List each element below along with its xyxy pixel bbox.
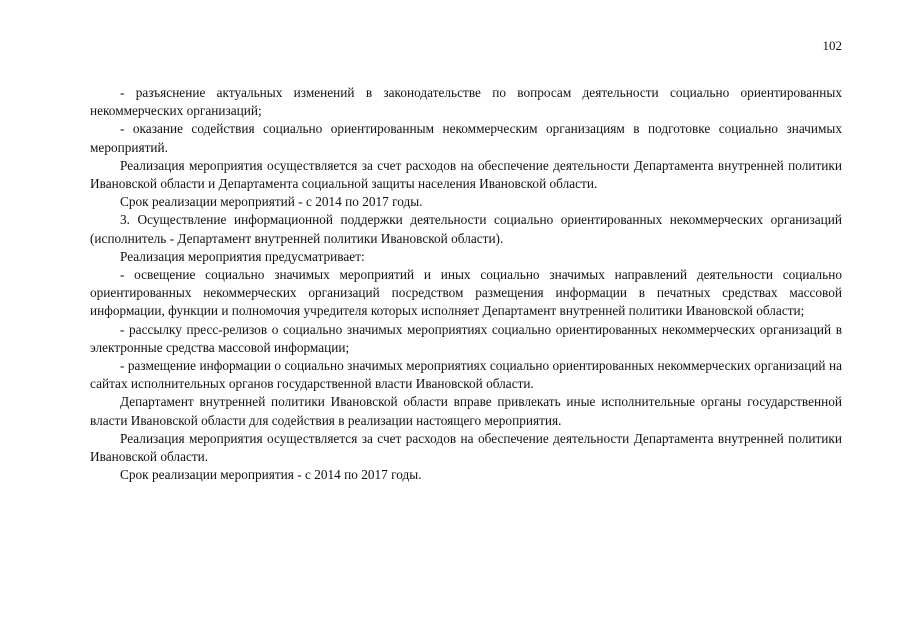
paragraph-7: - освещение социально значимых мероприятий и иных социально значимых направлений деятельности социально ориентированных некоммерческих организаций посредством размещения информации в печатных средствах массовой информации, функции и полномочия учредителя которых исполняет Департамент внутренней политики Ивановской области; (90, 267, 842, 319)
paragraph-8: - рассылку пресс-релизов о социально значимых мероприятиях социально ориентированных некоммерческих организаций в электронные средства массовой информации; (90, 321, 842, 355)
document-body (90, 84, 842, 484)
paragraph-4: Срок реализации мероприятий - с 2014 по 2017 годы. (120, 194, 423, 210)
paragraph-1: - разъяснение актуальных изменений в законодательстве по вопросам деятельности социально ориентированных некоммерческих организаций; (90, 85, 842, 119)
page-number: 102 (822, 38, 842, 53)
paragraph-12: Срок реализации мероприятия - с 2014 по 2017 годы. (120, 467, 422, 483)
paragraph-11: Реализация мероприятия осуществляется за счет расходов на обеспечение деятельности Департамента внутренней политики Ивановской области. (90, 430, 842, 465)
paragraph-10: Департамент внутренней политики Ивановской области вправе привлекать иные исполнительные органы государственной власти Ивановской области для содействия в реализации настоящего мероприятия. (90, 394, 842, 428)
paragraph-3: Реализация мероприятия осуществляется за счет расходов на обеспечение деятельности Департамента внутренней политики Ивановской области и Департамента социальной защиты населения Ивановской области. (90, 157, 842, 192)
paragraph-2: - оказание содействия социально ориентированным некоммерческим организациям в подготовке социально значимых мероприятий. (90, 121, 842, 155)
paragraph-9: - размещение информации о социально значимых мероприятиях социально ориентированных некоммерческих организаций на сайтах исполнительных органов государственной власти Ивановской области. (90, 358, 842, 392)
paragraph-6: Реализация мероприятия предусматривает: (120, 248, 365, 264)
paragraph-5: 3. Осуществление информационной поддержки деятельности социально ориентированных некоммерческих организаций (исполнитель - Департамент внутренней политики Ивановской области). (90, 212, 842, 246)
